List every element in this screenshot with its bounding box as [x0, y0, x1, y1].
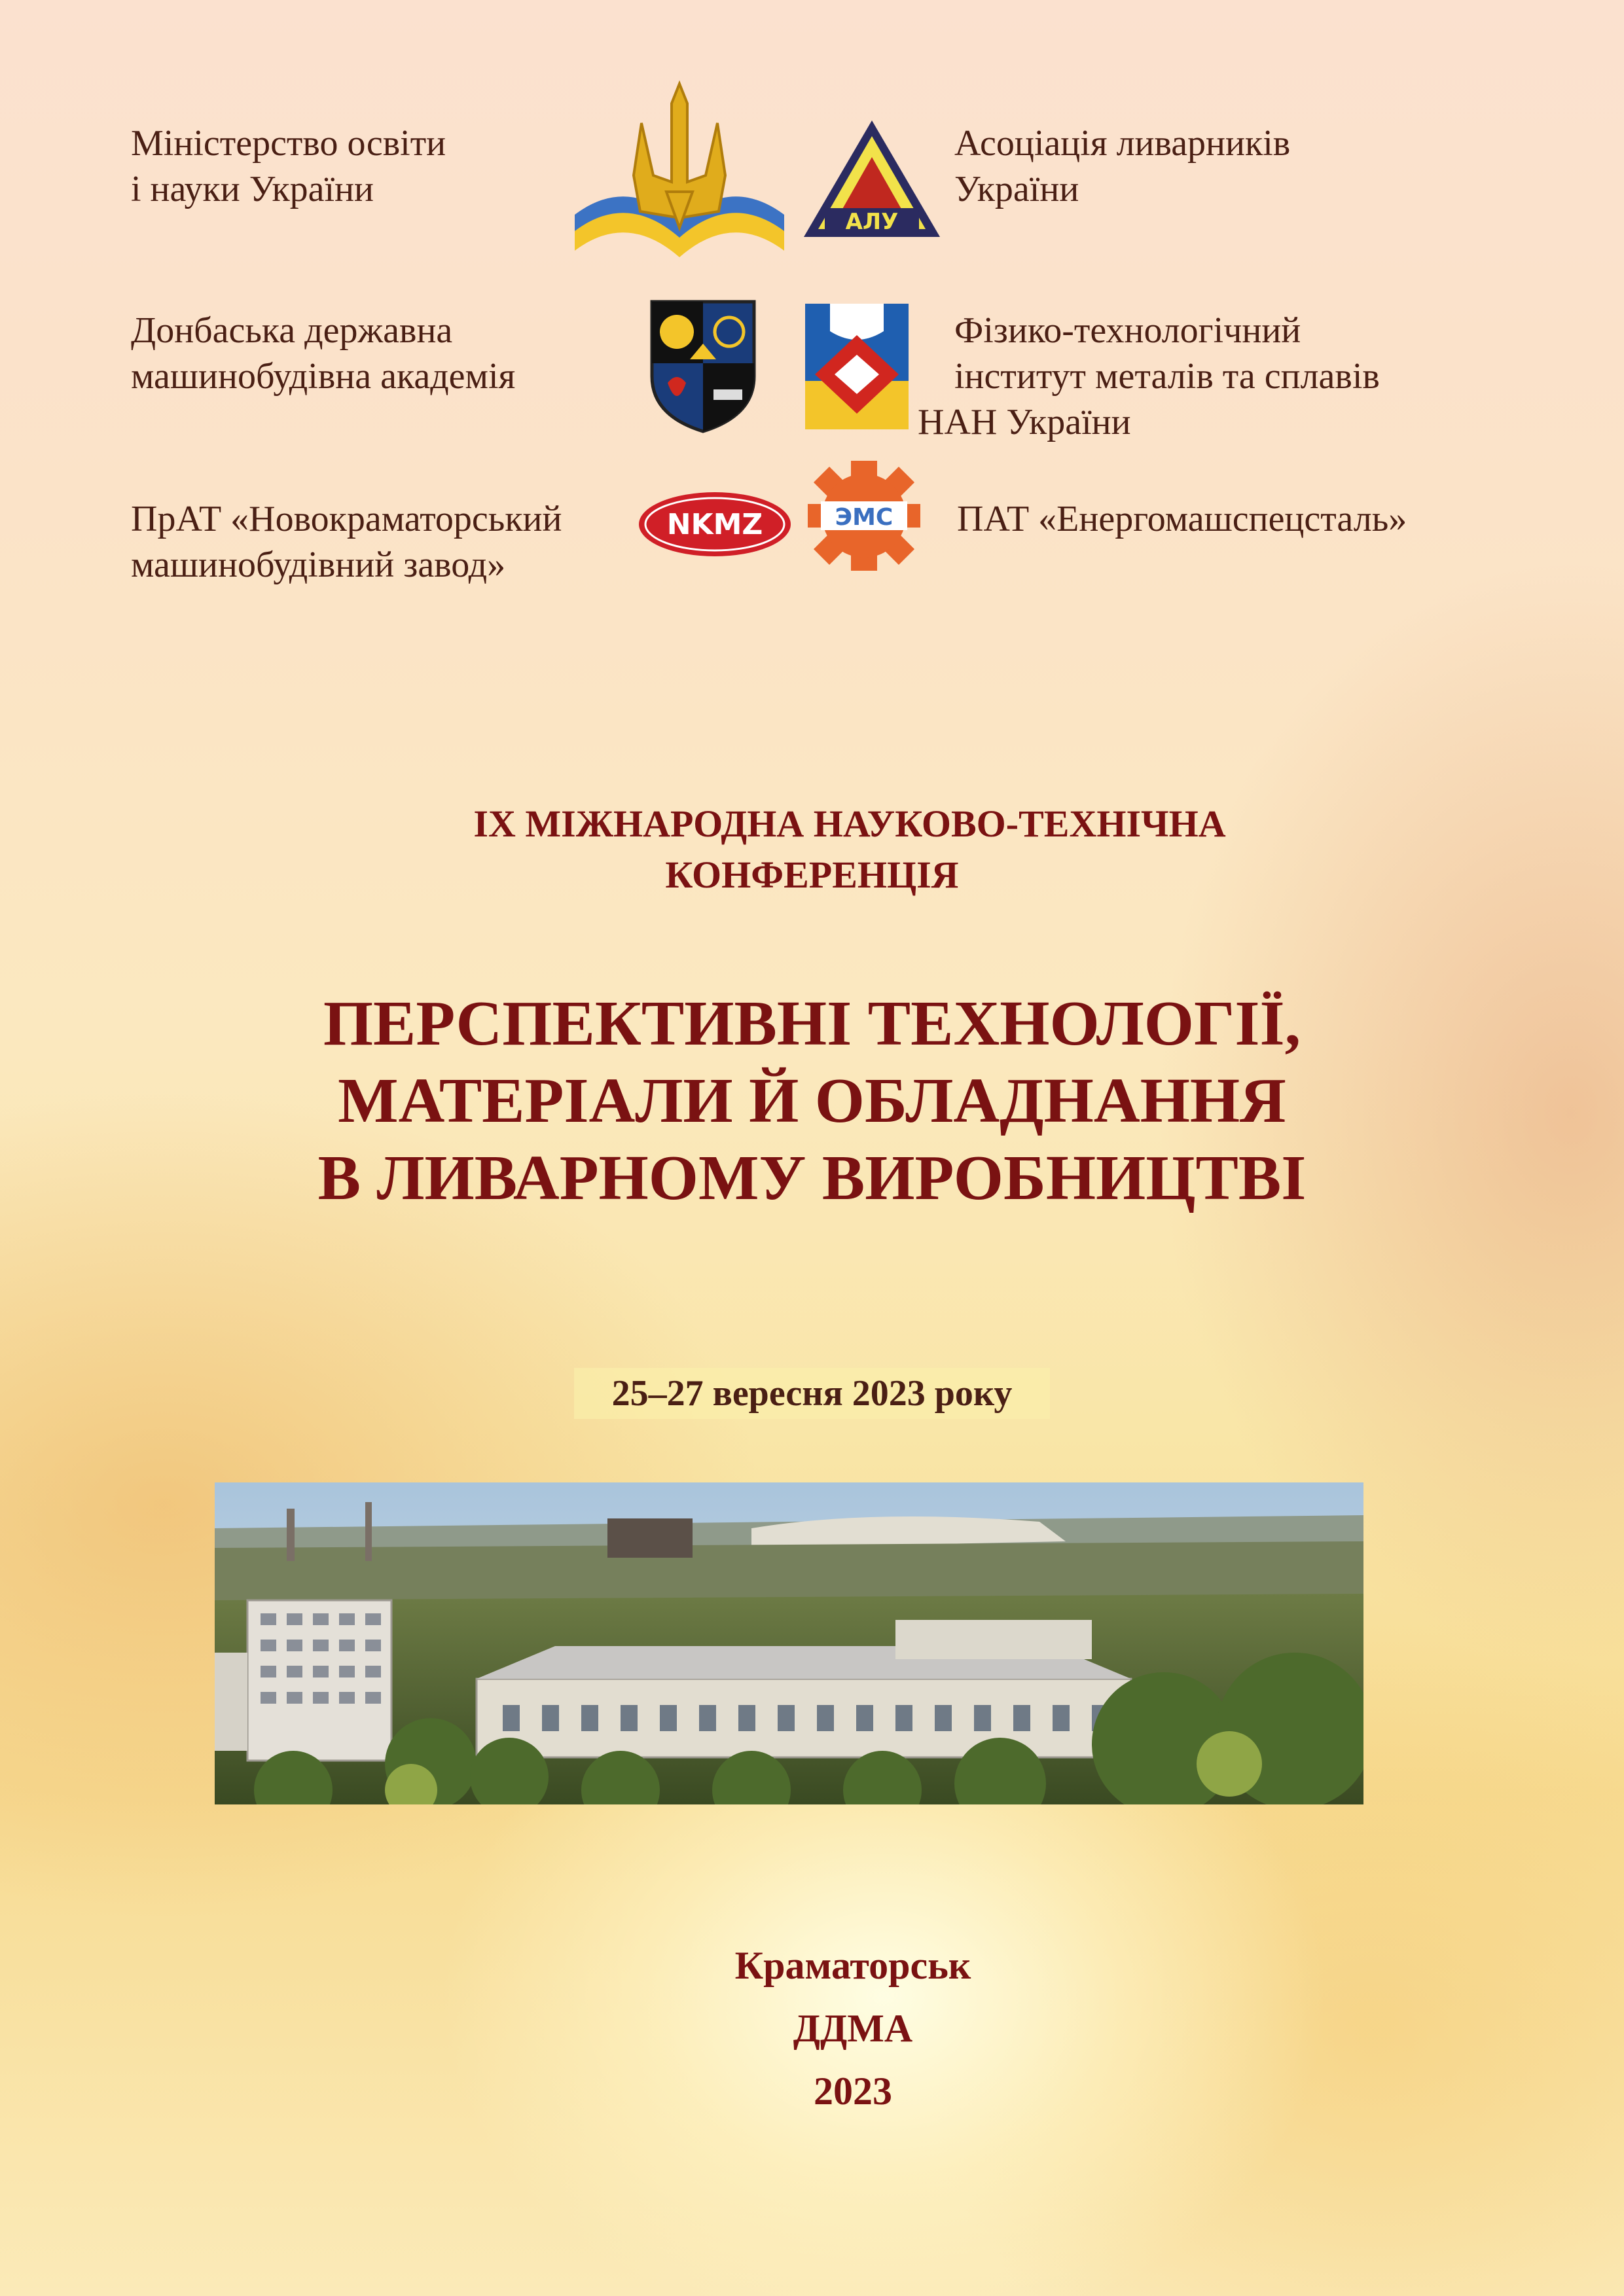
title-line3: В ЛИВАРНОМУ ВИРОБНИЦТВІ	[317, 1143, 1307, 1213]
nkmz-logo-text: NKMZ	[666, 508, 763, 541]
partner-3-line1: Донбаська державна	[131, 310, 453, 351]
partner-3-line2: машинобудівна академія	[131, 356, 516, 397]
dates-text: 25–27 вересня 2023 року	[574, 1368, 1051, 1419]
partner-2-name	[954, 120, 1290, 212]
partner-2-line2: України	[954, 169, 1079, 209]
partner-6-name	[957, 496, 1407, 542]
partner-6-line1: ПАТ «Енергомашспецсталь»	[957, 499, 1407, 539]
ems-gear-logo-icon	[805, 458, 923, 573]
title-line2: МАТЕРІАЛИ Й ОБЛАДНАННЯ	[338, 1066, 1286, 1136]
partner-4-line3: НАН України	[918, 402, 1131, 442]
alu-triangle-logo-icon	[800, 117, 944, 241]
partner-1-name	[131, 120, 446, 212]
trident-coat-of-arms-icon	[568, 77, 791, 260]
imprint-city: Краматорськ	[734, 1944, 971, 1987]
partner-1-line1: Міністерство освіти	[131, 123, 446, 164]
conference-dates	[0, 1368, 1624, 1419]
ems-logo-text: ЭМС	[835, 504, 893, 531]
partner-5-name	[131, 496, 562, 588]
conference-title	[0, 985, 1624, 1217]
conference-heading	[0, 798, 1624, 901]
imprint-publisher: ДДМА	[793, 2007, 913, 2050]
nkmz-oval-logo-icon	[636, 490, 793, 559]
partner-1-line2: і науки України	[131, 169, 374, 209]
partner-5-line1: ПрАТ «Новокраматорський	[131, 499, 562, 539]
partner-4-line1: Фізико-технологічний	[954, 310, 1301, 351]
imprint	[0, 1934, 1624, 2123]
conference-line2: КОНФЕРЕНЦІЯ	[665, 853, 959, 896]
campus-photo	[215, 1482, 1363, 1804]
ddma-shield-logo-icon	[648, 298, 758, 435]
ftimc-logo-icon	[804, 302, 910, 431]
title-line1: ПЕРСПЕКТИВНІ ТЕХНОЛОГІЇ,	[323, 988, 1301, 1059]
partner-4-line2: інститут металів та сплавів	[954, 356, 1380, 397]
partner-4-name	[918, 308, 1380, 445]
partner-2-line1: Асоціація ливарників	[954, 123, 1291, 164]
partner-3-name	[131, 308, 515, 399]
conference-line1: IX МІЖНАРОДНА НАУКОВО-ТЕХНІЧНА	[473, 802, 1226, 845]
imprint-year: 2023	[814, 2070, 892, 2113]
alu-logo-text: АЛУ	[845, 209, 899, 235]
partner-5-line2: машинобудівний завод»	[131, 545, 506, 585]
